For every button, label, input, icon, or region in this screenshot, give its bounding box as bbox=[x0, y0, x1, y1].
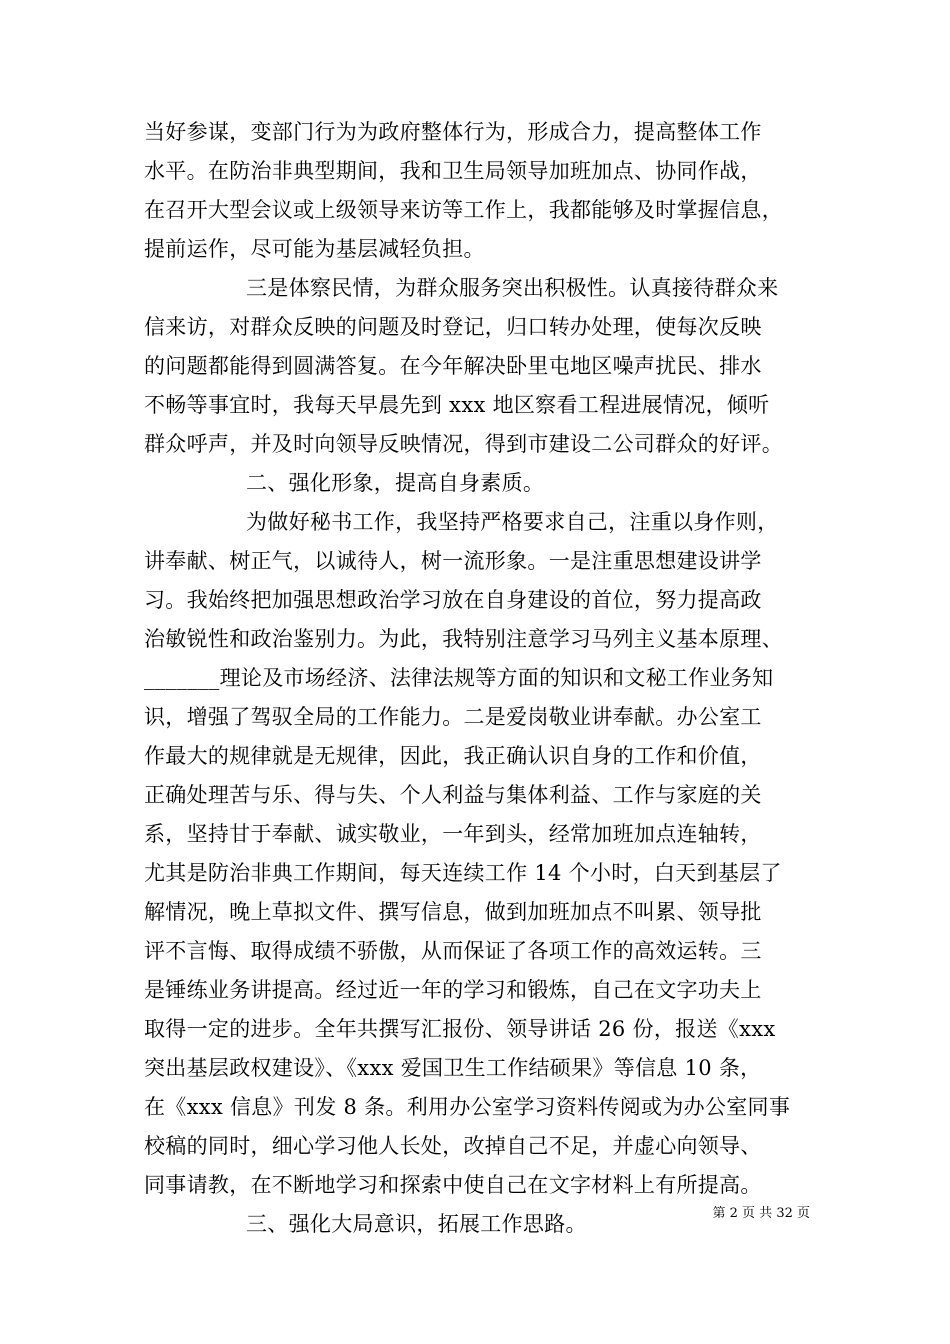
text-line: 群众呼声，并及时向领导反映情况，得到市建设二公司群众的好评。 bbox=[144, 432, 783, 456]
text-line: 同事请教，在不断地学习和探索中使自己在文字材料上有所提高。 bbox=[144, 1173, 762, 1197]
section-heading: 三、强化大局意识，拓展工作思路。 bbox=[246, 1212, 587, 1236]
text-line: 信来访，对群众反映的问题及时登记，归口转办处理，使每次反映 bbox=[144, 315, 762, 339]
paragraph-start-line: 三是体察民情，为群众服务突出积极性。认真接待群众来 bbox=[246, 276, 779, 300]
text-line: 治敏锐性和政治鉴别力。为此，我特别注意学习马列主义基本原理、 bbox=[144, 627, 783, 651]
text-line: 解情况，晚上草拟文件、撰写信息，做到加班加点不叫累、领导批 bbox=[144, 900, 762, 924]
text-line: 不畅等事宜时，我每天早晨先到 xxx 地区察看工程进展情况，倾听 bbox=[144, 393, 770, 417]
text-line: 识，增强了驾驭全局的工作能力。二是爱岗敬业讲奉献。办公室工 bbox=[144, 705, 762, 729]
section-heading: 二、强化形象，提高自身素质。 bbox=[246, 471, 545, 495]
text-line: 在《xxx 信息》刊发 8 条。利用办公室学习资料传阅或为办公室同事 bbox=[144, 1095, 791, 1119]
text-line: 在召开大型会议或上级领导来访等工作上，我都能够及时掌握信息， bbox=[144, 198, 783, 222]
text-line: 讲奉献、树正气，以诚待人，树一流形象。一是注重思想建设讲学 bbox=[144, 549, 762, 573]
text-line: 取得一定的进步。全年共撰写汇报份、领导讲话 26 份，报送《xxx bbox=[144, 1017, 776, 1041]
text-line: 正确处理苦与乐、得与失、个人利益与集体利益、工作与家庭的关 bbox=[144, 783, 762, 807]
text-line: _______理论及市场经济、法律法规等方面的知识和文秘工作业务知 bbox=[144, 666, 774, 690]
text-line: 突出基层政权建设》、《xxx 爱国卫生工作结硕果》等信息 10 条， bbox=[144, 1056, 762, 1080]
text-line: 的问题都能得到圆满答复。在今年解决卧里屯地区噪声扰民、排水 bbox=[144, 354, 762, 378]
paragraph-start-line: 为做好秘书工作，我坚持严格要求自己，注重以身作则， bbox=[246, 510, 779, 534]
text-line: 水平。在防治非典型期间，我和卫生局领导加班加点、协同作战， bbox=[144, 159, 762, 183]
page-number-footer: 第 2 页 共 32 页 bbox=[712, 1206, 810, 1221]
text-line: 习。我始终把加强思想政治学习放在自身建设的首位，努力提高政 bbox=[144, 588, 762, 612]
text-line: 系，坚持甘于奉献、诚实敬业，一年到头，经常加班加点连轴转， bbox=[144, 822, 762, 846]
text-line: 是锤练业务讲提高。经过近一年的学习和锻炼，自己在文字功夫上 bbox=[144, 978, 762, 1002]
text-line: 提前运作，尽可能为基层减轻负担。 bbox=[144, 237, 485, 261]
text-line: 尤其是防治非典工作期间，每天连续工作 14 个小时，白天到基层了 bbox=[144, 861, 782, 885]
text-line: 评不言悔、取得成绩不骄傲，从而保证了各项工作的高效运转。三 bbox=[144, 939, 762, 963]
text-line: 校稿的同时，细心学习他人长处，改掉自己不足，并虚心向领导、 bbox=[144, 1134, 762, 1158]
text-line: 当好参谋，变部门行为为政府整体行为，形成合力，提高整体工作 bbox=[144, 120, 762, 144]
text-line: 作最大的规律就是无规律，因此，我正确认识自身的工作和价值， bbox=[144, 744, 762, 768]
